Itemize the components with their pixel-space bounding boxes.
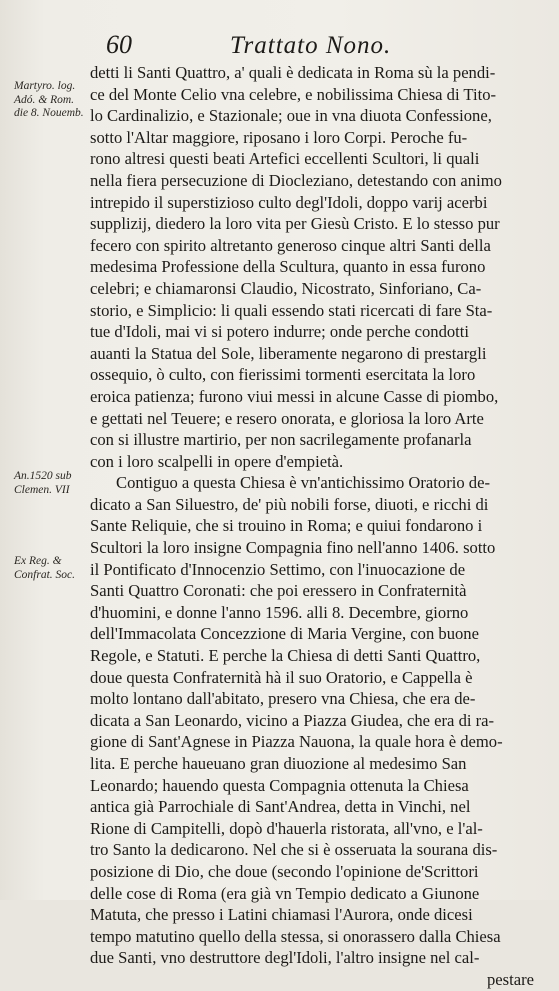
text-line: molto lontano dall'abitato, presero vna Chiesa, che era de- — [90, 689, 476, 709]
text-line: dicato a San Siluestro, de' più nobili forse, diuoti, e ricchi di — [90, 494, 489, 514]
text-line: ossequio, ò culto, con fierissimi tormenti esercitata la loro — [90, 365, 476, 385]
text-line: dicata a San Leonardo, vicino a Piazza Giudea, che era di ra- — [90, 710, 495, 730]
text-line: Leonardo; hauendo questa Compagnia ottenuta la Chiesa — [90, 775, 469, 795]
text-line: lo Cardinalizio, e Stazionale; oue in vna diuota Confessione, — [90, 106, 492, 126]
text-line: eroica patienza; furono viui messi in alcune Casse di piombo, — [90, 386, 499, 406]
text-line: intrepido il superstizioso culto degl'Idoli, doppo varij acerbi — [90, 192, 488, 212]
text-line: doue questa Confraternità hà il suo Oratorio, e Cappella è — [90, 667, 473, 687]
body-text — [90, 62, 540, 991]
paragraph-start-line: Contiguo a questa Chiesa è vn'antichissimo Oratorio de- — [116, 473, 490, 493]
text-line: due Santi, vno destruttore degl'Idoli, l'altro insigne nel cal- — [90, 948, 480, 968]
text-line: fecero con spirito altretanto generoso cinque altri Santi della — [90, 235, 491, 255]
text-line: il Pontificato d'Innocenzio Settimo, con l'inuocazione de — [90, 559, 466, 579]
text-line: antica già Parrochiale di Sant'Andrea, detta in Vinchi, nel — [90, 797, 471, 817]
text-line: dell'Immacolata Concezzione di Maria Vergine, con buone — [90, 624, 479, 644]
text-line: Matuta, che presso i Latini chiamasi l'Aurora, onde dicesi — [90, 905, 473, 925]
text-line: sotto l'Altar maggiore, riposano i loro Corpi. Peroche fu- — [90, 127, 468, 147]
text-line: storio, e Simplicio: li quali essendo stati ricercati di fare Sta- — [90, 300, 493, 320]
text-line: Santi Quattro Coronati: che poi eressero in Confraternità — [90, 581, 467, 601]
text-line: Sante Reliquie, che si trouino in Roma; e quiui fondarono i — [90, 516, 483, 536]
running-title: Trattato Nono. — [230, 32, 392, 59]
text-line: con si illustre martirio, per non sacrilegamente profanarla — [90, 430, 472, 450]
catchword: pestare — [487, 969, 534, 989]
text-line: con i loro scalpelli in opere d'empietà. — [90, 451, 344, 471]
text-line: detti li Santi Quattro, a' quali è dedicata in Roma sù la pendi- — [90, 63, 496, 82]
text-line: delle cose di Roma (era già vn Tempio dedicato a Giunone — [90, 883, 480, 903]
text-line: tue d'Idoli, mai vi si potero indurre; onde perche condotti — [90, 322, 470, 342]
text-line: supplizij, diedero la loro vita per Giesù Cristo. E lo stesso pur — [90, 214, 500, 234]
page-number: 60 — [106, 30, 132, 59]
text-line: e gettati nel Teuere; e resero onorata, e gloriosa la loro Arte — [90, 408, 484, 428]
text-line: Scultori la loro insigne Compagnia fino nell'anno 1406. sotto — [90, 538, 496, 558]
text-line: Rione di Campitelli, dopò d'hauerla ristorata, all'vno, e l'al- — [90, 818, 483, 838]
text-line: Regole, e Statuti. E perche la Chiesa di detti Santi Quattro, — [90, 646, 481, 666]
margin-note-martyrology: Martyro. log. Adó. & Rom. die 8. Nouemb. — [14, 80, 84, 119]
text-line: d'huomini, e donne l'anno 1596. alli 8. Decembre, giorno — [90, 602, 469, 622]
margin-note-year: An.1520 sub Clemen. VII — [14, 470, 72, 496]
text-line: medesima Professione della Scultura, quanto in essa furono — [90, 257, 486, 277]
text-line: tro Santo la dedicarono. Nel che si è osseruata la sourana dis- — [90, 840, 498, 860]
text-line: celebri; e chiamaronsi Claudio, Nicostrato, Sinforiano, Ca- — [90, 278, 482, 298]
text-line: ce del Monte Celio vna celebre, e nobilissima Chiesa di Tito- — [90, 84, 497, 104]
margin-note-register: Ex Reg. & Confrat. Soc. — [14, 555, 76, 581]
text-line: auanti la Statua del Sole, liberamente negarono di prestargli — [90, 343, 487, 363]
page-header — [100, 30, 540, 60]
text-line: rono altresi questi beati Artefici eccellenti Scultori, li quali — [90, 149, 480, 169]
text-line: tempo matutino quello della stessa, si onorassero dalla Chiesa — [90, 926, 501, 946]
text-line: gione di Sant'Agnese in Piazza Nauona, la quale hora è demo- — [90, 732, 503, 752]
text-line: posizione di Dio, che doue (secondo l'opinione de'Scrittori — [90, 861, 479, 881]
text-line: lita. E perche haueuano gran diuozione al medesimo San — [90, 754, 467, 773]
text-line: nella fiera persecuzione di Diocleziano, detestando con animo — [90, 170, 502, 190]
